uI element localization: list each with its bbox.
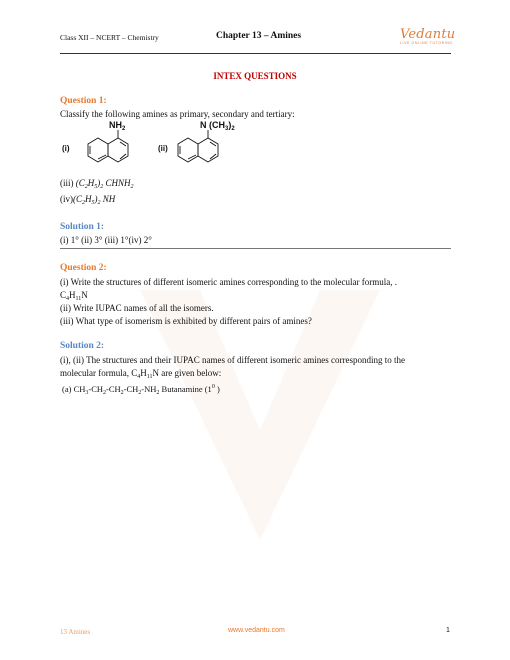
solution-1-divider (60, 248, 451, 249)
structure-label-ii: (ii) (158, 144, 168, 153)
solution-2-line-2: molecular formula, $C_4H_{11}N$ are given below: (60, 368, 222, 380)
question-2-line-2: (ii) Write IUPAC names of all the isomers. (60, 303, 214, 313)
solution-2-line-2-prefix: molecular formula, (60, 368, 129, 378)
item-iv-label: (iv) (60, 194, 73, 204)
question-1-text: Classify the following amines as primary, secondary and tertiary: (60, 109, 295, 119)
item-a-sup: 0 (211, 384, 215, 390)
solution-2-title: Solution 2: (60, 341, 105, 351)
item-iii-label: (iii) (60, 178, 74, 188)
logo-text: Vedantu (400, 27, 456, 42)
footer-chapter: 13 Amines (60, 628, 91, 636)
group-ii-sub: 3 (225, 126, 229, 132)
dimethylnaphthylamine-structure-icon (168, 128, 228, 173)
question-1-item-iv (60, 193, 455, 210)
group-i-text: NH (109, 120, 122, 130)
group-ii-sub2: 2 (231, 126, 235, 132)
footer-page-number: 1 (446, 627, 450, 634)
solution-1-title: Solution 1: (60, 222, 105, 232)
group-i-sub: 2 (122, 126, 126, 132)
solution-2-line-2-suffix: are given below: (161, 368, 222, 378)
solution-1-text: (i) 1° (ii) 3° (iii) 1°(iv) 2° (60, 235, 152, 245)
logo-tagline: LIVE ONLINE TUTORING (400, 41, 453, 45)
question-2-formula: $C_4H_{11}N$ (60, 290, 88, 302)
section-title: INTEX QUESTIONS (213, 71, 297, 81)
solution-2-item-a: (a) $CH_3-CH_2-CH_2-CH_2-NH_2$ Butanamine ($1^0$ ) (62, 383, 220, 396)
header-course: Class XII – NCERT – Chemistry (60, 33, 159, 42)
item-a-label: (a) (62, 383, 72, 394)
group-ii-text: N (CH (200, 120, 225, 130)
group-ii-end: ) (228, 120, 232, 130)
question-2-line-1: (i) Write the structures of different isomeric amines corresponding to the molecular formula, . (60, 277, 397, 287)
question-2-line-3: (iii) What type of isomerism is exhibited by different pairs of amines? (60, 316, 312, 326)
structure-label-i: (i) (62, 144, 70, 153)
naphthylamine-structure-icon (80, 128, 140, 173)
item-a-name: Butanamine (1 (161, 383, 212, 394)
header-divider (60, 53, 451, 54)
item-iv-formula: $(C_2H_5)_2$ NH (73, 194, 116, 206)
solution-2-line-1: (i), (ii) The structures and their IUPAC names of different isomeric amines corresponding to the (60, 355, 405, 365)
question-1-item-iii (60, 177, 455, 194)
item-iii-formula: $(C_2H_5)_2$ $CHNH_2$ (75, 178, 134, 190)
header-chapter: Chapter 13 – Amines (216, 31, 302, 41)
question-2-title: Question 2: (60, 263, 107, 273)
item-a-end: ) (214, 383, 220, 394)
vedantu-logo (400, 27, 460, 53)
footer-website-link[interactable]: www.vedantu.com (228, 627, 285, 634)
question-1-title: Question 1: (60, 96, 107, 106)
